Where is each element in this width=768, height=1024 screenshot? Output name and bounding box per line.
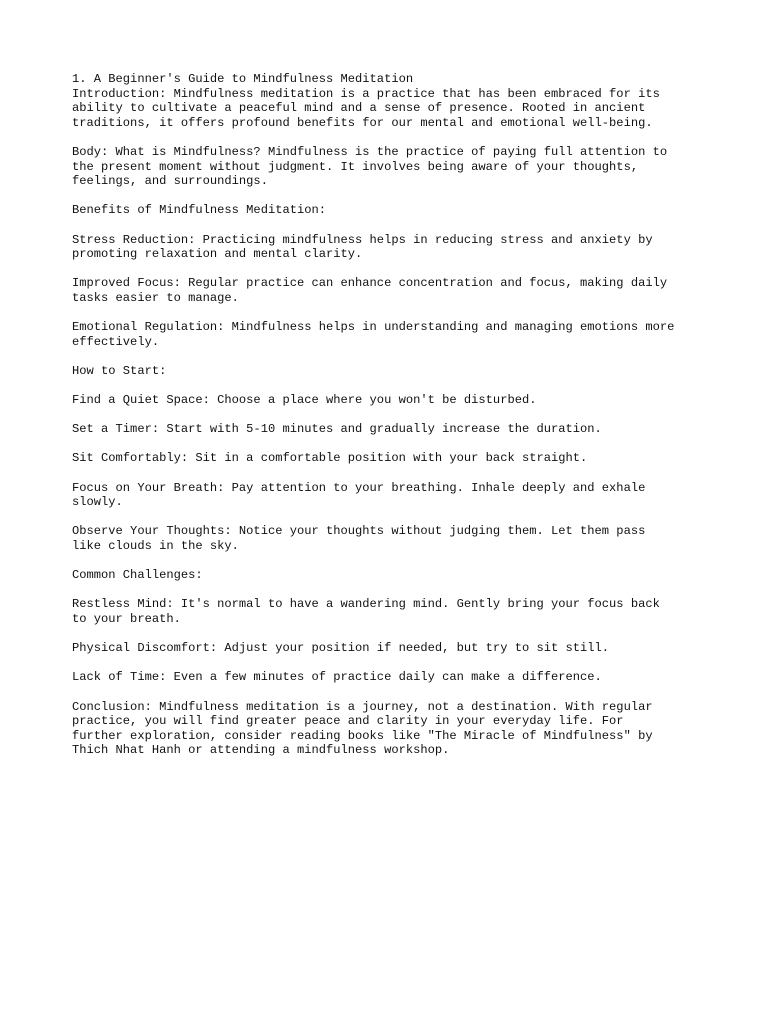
document-page (72, 72, 712, 773)
challenge-time: Lack of Time: Even a few minutes of practice daily can make a difference. (72, 670, 602, 685)
challenge-restless-mind: Restless Mind: It's normal to have a wandering mind. Gently bring your focus back to your breath. (72, 597, 660, 626)
benefit-item-focus: Improved Focus: Regular practice can enhance concentration and focus, making daily tasks easier to manage. (72, 276, 668, 305)
benefit-item-stress: Stress Reduction: Practicing mindfulness helps in reducing stress and anxiety by promoting relaxation and mental clarity. (72, 232, 653, 262)
how-to-start-heading: How to Start: (72, 363, 167, 378)
intro-paragraph: Introduction: Mindfulness meditation is a practice that has been embraced for its ability to cultivate a peaceful mind and a sense of presence. Rooted in ancient traditions, it offers profound benefits for our mental and emotional well-being. (72, 86, 660, 130)
benefits-heading: Benefits of Mindfulness Meditation: (72, 203, 327, 218)
document-title: 1. A Beginner's Guide to Mindfulness Meditation (72, 72, 414, 86)
challenges-heading: Common Challenges: (72, 568, 203, 583)
conclusion-paragraph: Conclusion: Mindfulness meditation is a journey, not a destination. With regular practice, you will find greater peace and clarity in your everyday life. For further exploration, consider reading books like "The Miracle of Mindfulness" by Thich Nhat Hanh or attending a mindfulness workshop. (72, 699, 653, 758)
challenge-discomfort: Physical Discomfort: Adjust your position if needed, but try to sit still. (72, 641, 610, 656)
step-breath: Focus on Your Breath: Pay attention to your breathing. Inhale deeply and exhale slowly. (72, 480, 646, 510)
body-paragraph: Body: What is Mindfulness? Mindfulness is the practice of paying full attention to the present moment without judgment. It involves being aware of your thoughts, feelings, and surroundings. (72, 144, 668, 189)
step-quiet-space: Find a Quiet Space: Choose a place where you won't be disturbed. (72, 393, 537, 408)
step-sit: Sit Comfortably: Sit in a comfortable position with your back straight. (72, 451, 588, 466)
benefit-item-emotional: Emotional Regulation: Mindfulness helps in understanding and managing emotions more effectively. (72, 320, 675, 349)
step-timer: Set a Timer: Start with 5-10 minutes and gradually increase the duration. (72, 422, 602, 437)
step-thoughts: Observe Your Thoughts: Notice your thoughts without judging them. Let them pass like clouds in the sky. (72, 524, 646, 553)
